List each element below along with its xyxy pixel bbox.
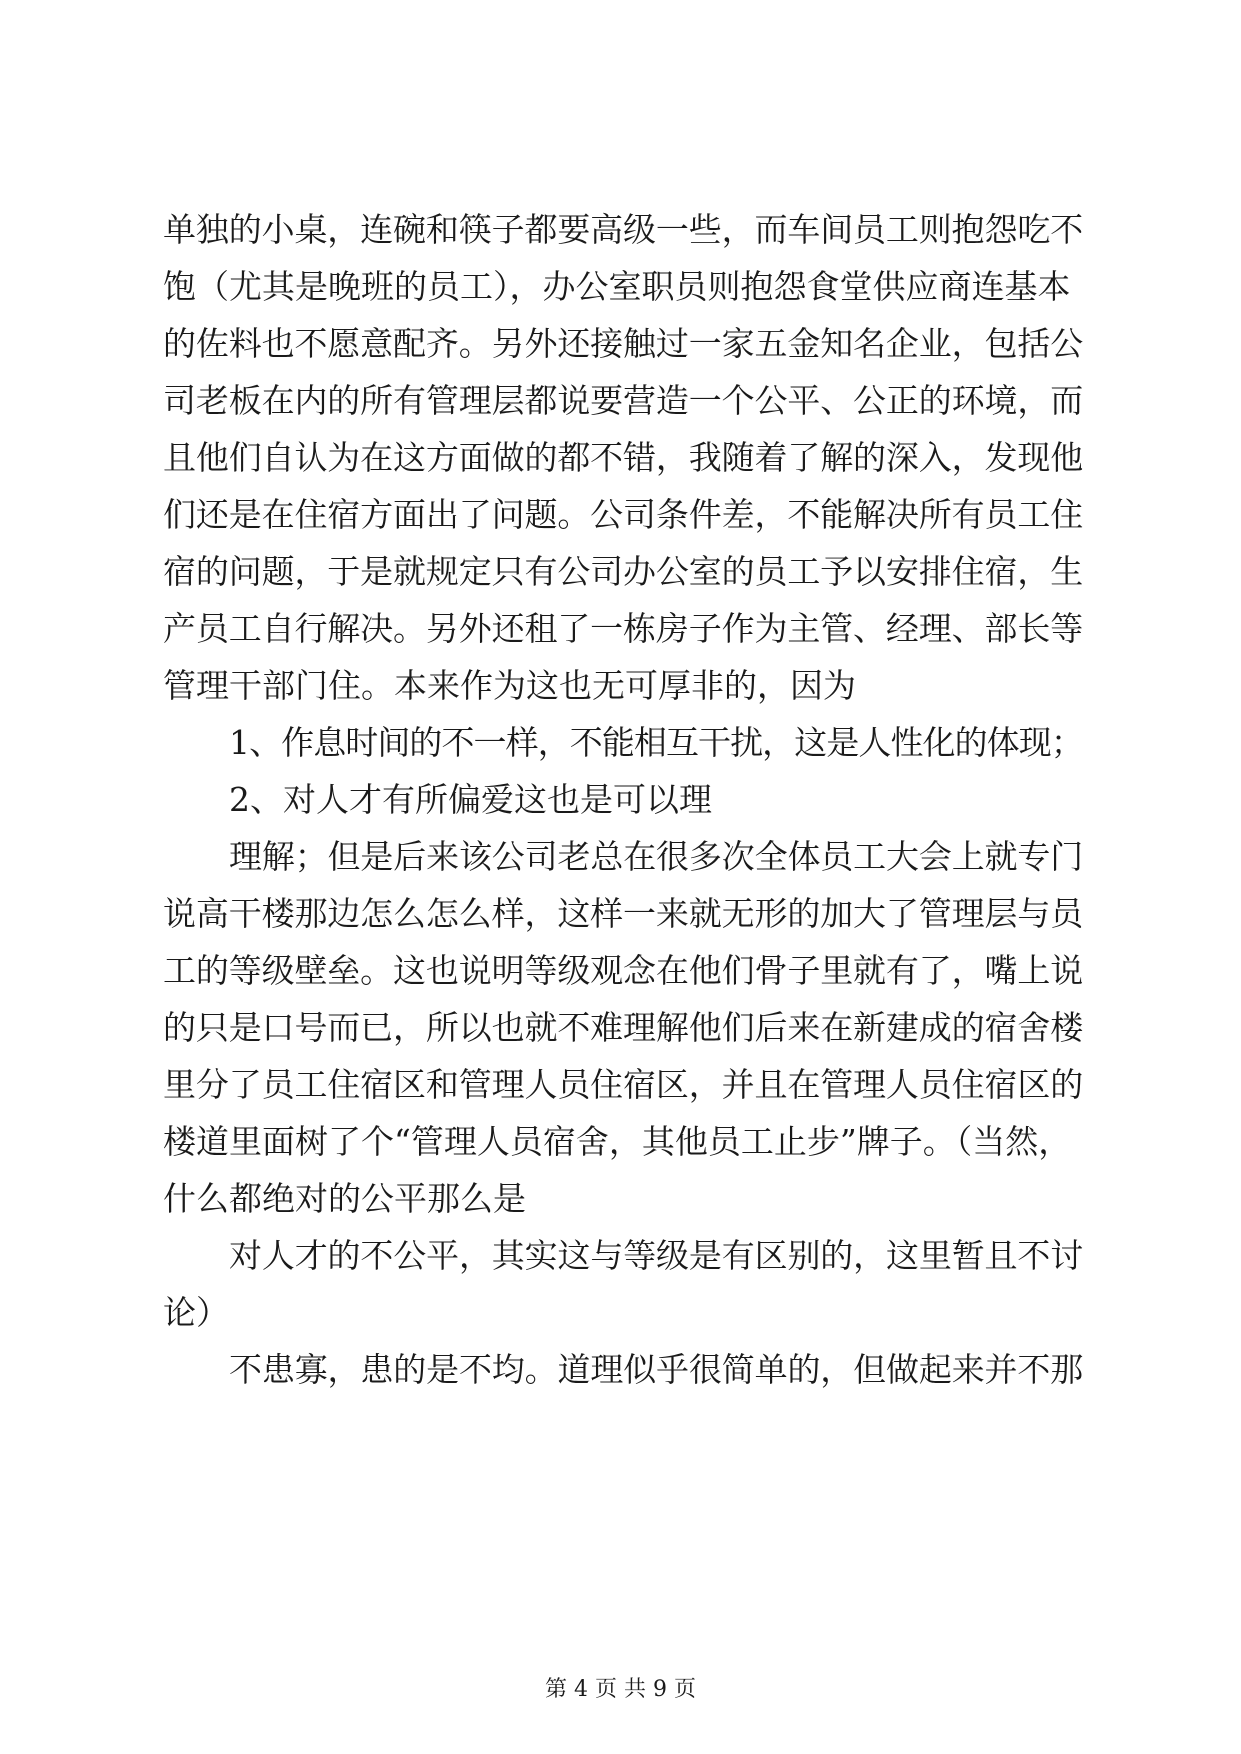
paragraph-line: 理解；但是后来该公司老总在很多次全体员工大会上就专门: [229, 837, 1084, 876]
paragraph-line: 楼道里面树了个“管理人员宿舍，其他员工止步”牌子。（当然，: [163, 1122, 1072, 1161]
paragraph-line: 里分了员工住宿区和管理人员住宿区，并且在管理人员住宿区的: [163, 1065, 1084, 1104]
paragraph-line: 司老板在内的所有管理层都说要营造一个公平、公正的环境，而: [163, 381, 1084, 420]
list-item: 1、作息时间的不一样，不能相互干扰，这是人性化的体现；: [229, 723, 1083, 762]
paragraph-line: 说高干楼那边怎么怎么样，这样一来就无形的加大了管理层与员: [163, 894, 1084, 933]
paragraph-line: 的只是口号而已，所以也就不难理解他们后来在新建成的宿舍楼: [163, 1008, 1084, 1047]
paragraph-line: 且他们自认为在这方面做的都不错，我随着了解的深入，发现他: [163, 438, 1084, 477]
paragraph-line: 单独的小桌，连碗和筷子都要高级一些，而车间员工则抱怨吃不: [163, 210, 1084, 249]
paragraph-line: 工的等级壁垒。这也说明等级观念在他们骨子里就有了，嘴上说: [163, 951, 1084, 990]
paragraph-line: 不患寡，患的是不均。道理似乎很简单的，但做起来并不那: [229, 1350, 1084, 1389]
paragraph-line: 什么都绝对的公平那么是: [163, 1179, 526, 1218]
page-number-footer: 第 4 页 共 9 页: [545, 1677, 696, 1702]
paragraph-line: 的佐料也不愿意配齐。另外还接触过一家五金知名企业，包括公: [163, 324, 1084, 363]
paragraph-line: 宿的问题，于是就规定只有公司办公室的员工予以安排住宿，生: [163, 552, 1084, 591]
paragraph-line: 管理干部门住。本来作为这也无可厚非的，因为: [163, 666, 856, 705]
list-item: 2、对人才有所偏爱这也是可以理: [229, 780, 712, 819]
paragraph-line: 对人才的不公平，其实这与等级是有区别的，这里暂且不讨: [229, 1236, 1084, 1275]
paragraph-line: 产员工自行解决。另外还租了一栋房子作为主管、经理、部长等: [163, 609, 1084, 648]
paragraph-line: 饱（尤其是晚班的员工），办公室职员则抱怨食堂供应商连基本: [163, 267, 1071, 306]
paragraph-line: 论）: [163, 1293, 229, 1332]
paragraph-line: 们还是在住宿方面出了问题。公司条件差，不能解决所有员工住: [163, 495, 1084, 534]
